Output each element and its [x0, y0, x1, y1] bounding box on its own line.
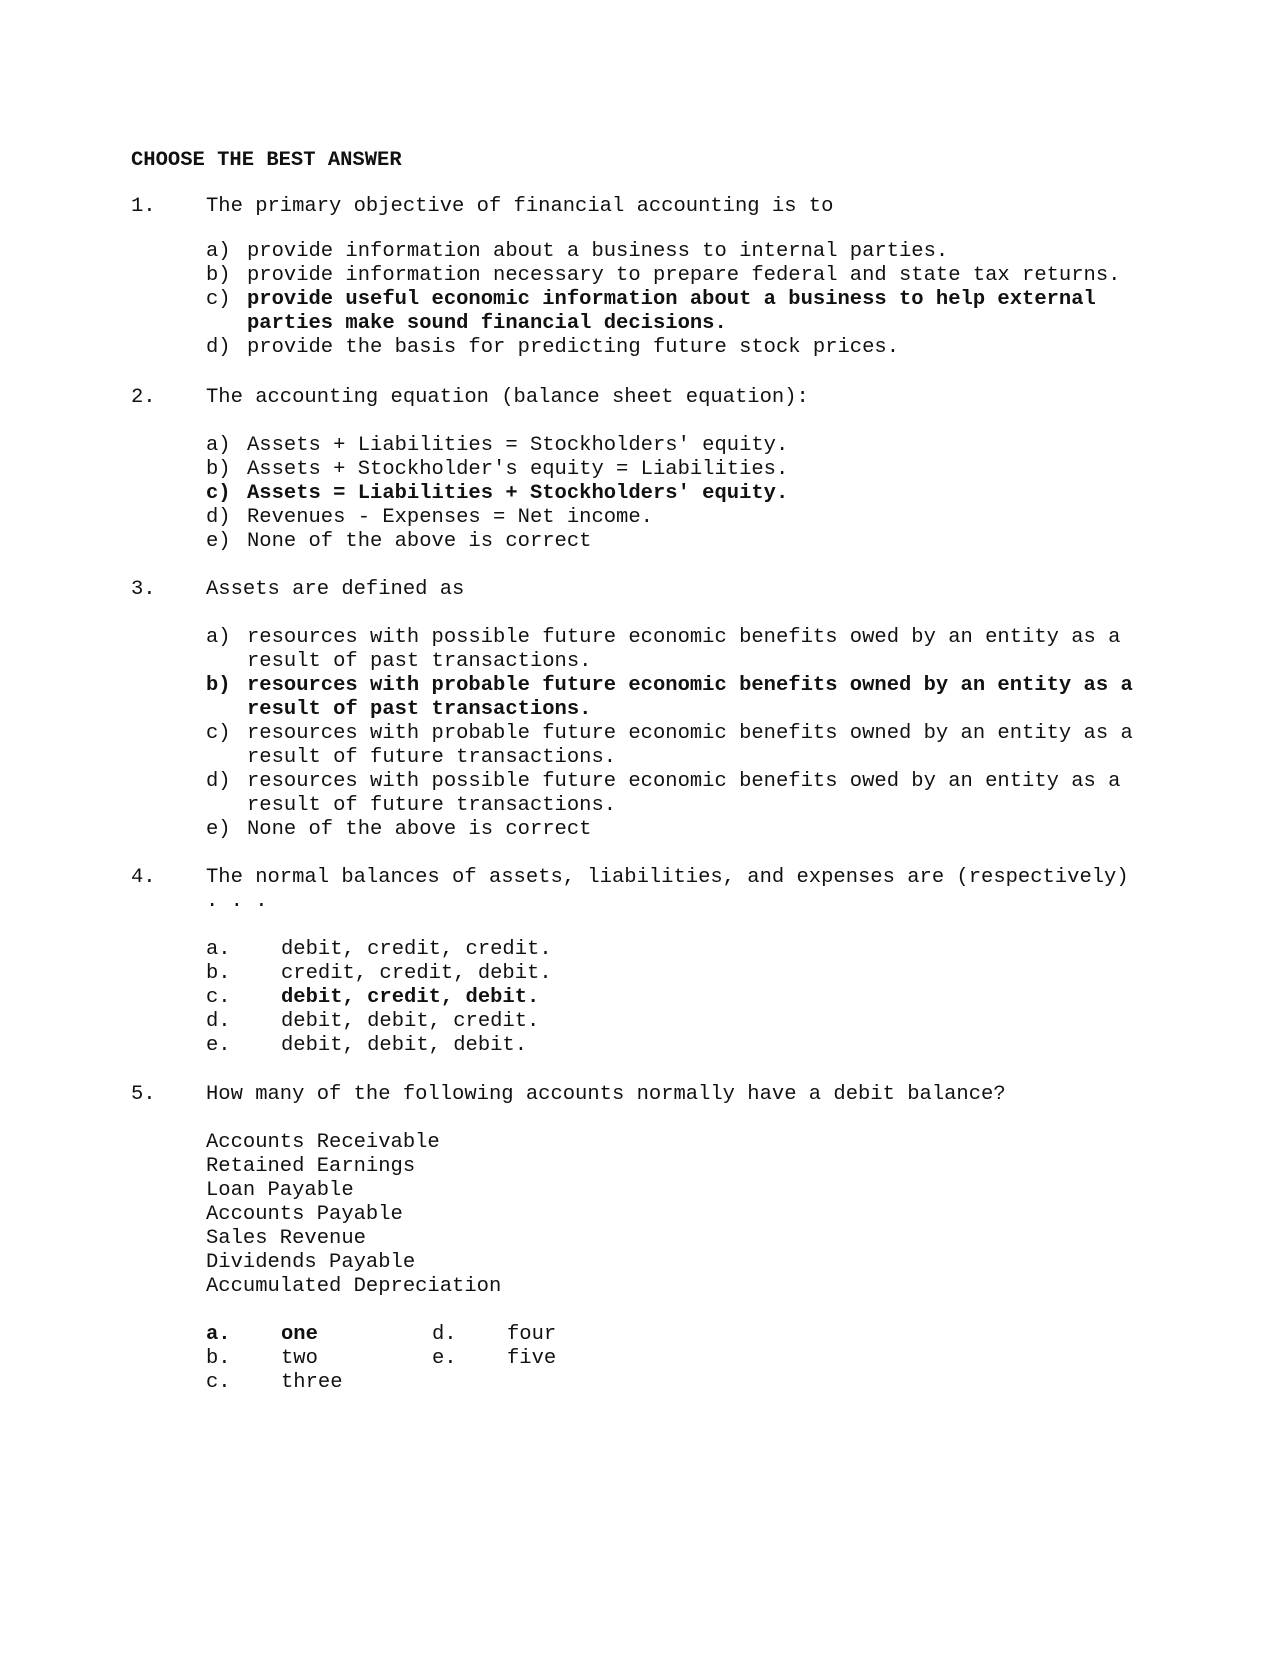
option-letter: d) — [206, 506, 231, 529]
option-text: debit, credit, credit. — [281, 938, 552, 961]
answer-options — [206, 626, 1166, 842]
answer-option-b-correct — [206, 674, 1166, 722]
account-list — [206, 1131, 501, 1299]
answer-option-a — [206, 434, 1166, 458]
option-text: Assets = Liabilities + Stockholders' equity. — [247, 482, 789, 505]
option-letter: c) — [206, 288, 231, 311]
answer-option-d — [206, 506, 1166, 530]
option-letter: e. — [206, 1034, 231, 1057]
question-number: 5. — [131, 1083, 156, 1106]
option-text: credit, credit, debit. — [281, 962, 552, 985]
account-item: Loan Payable — [206, 1179, 354, 1202]
answer-option-c-correct — [206, 288, 1166, 336]
option-text: debit, debit, credit. — [281, 1010, 540, 1033]
option-text-b: two — [281, 1347, 318, 1370]
answer-option-d — [206, 336, 1166, 360]
option-letter: d) — [206, 770, 231, 793]
question-text: How many of the following accounts normally have a debit balance? — [206, 1083, 1006, 1106]
answer-option-d — [206, 1010, 1166, 1034]
question-number: 4. — [131, 866, 156, 889]
option-letter-d: d. — [432, 1323, 457, 1346]
option-letter: e) — [206, 530, 231, 553]
option-text: resources with possible future economic benefits owed by an entity as a result of future transactions. — [247, 770, 1121, 817]
account-item: Retained Earnings — [206, 1155, 416, 1178]
option-text-e: five — [507, 1347, 557, 1370]
option-letter: a) — [206, 434, 231, 457]
option-text: provide useful economic information about a business to help external parties make sound financial decisions. — [247, 288, 1096, 335]
question-text: Assets are defined as — [206, 578, 465, 601]
answer-option-a — [206, 626, 1166, 674]
question-text: The accounting equation (balance sheet equation): — [206, 386, 809, 409]
answer-option-e — [206, 818, 1166, 842]
option-letter-c: c. — [206, 1371, 231, 1394]
option-text: debit, debit, debit. — [281, 1034, 528, 1057]
option-text: None of the above is correct — [247, 530, 592, 553]
account-item: Accounts Receivable — [206, 1131, 440, 1154]
answer-option-d — [206, 770, 1166, 818]
answer-option-b — [206, 264, 1166, 288]
option-letter: c) — [206, 482, 231, 505]
option-letter: a. — [206, 938, 231, 961]
option-text: resources with probable future economic benefits owned by an entity as a result of future transactions. — [247, 722, 1133, 769]
option-text: provide the basis for predicting future stock prices. — [247, 336, 900, 359]
option-letter-b: b. — [206, 1347, 231, 1370]
answer-options — [206, 240, 1166, 360]
option-text: provide information necessary to prepare federal and state tax returns. — [247, 264, 1121, 287]
answer-options — [206, 938, 1166, 1058]
option-letter: c) — [206, 722, 231, 745]
option-letter-e: e. — [432, 1347, 457, 1370]
option-letter: d. — [206, 1010, 231, 1033]
option-letter: a) — [206, 240, 231, 263]
option-text: resources with possible future economic benefits owed by an entity as a result of past transactions. — [247, 626, 1121, 673]
answer-options — [206, 434, 1166, 554]
question-text: The normal balances of assets, liabilities, and expenses are (respectively) — [206, 866, 1129, 889]
option-letter: b) — [206, 264, 231, 287]
question-number: 2. — [131, 386, 156, 409]
question-text: The primary objective of financial accounting is to — [206, 195, 834, 218]
answer-option-a — [206, 938, 1166, 962]
option-text-a-correct: one — [281, 1323, 318, 1346]
answer-option-e — [206, 1034, 1166, 1058]
option-text: debit, credit, debit. — [281, 986, 540, 1009]
question-number: 1. — [131, 195, 156, 218]
answer-option-e — [206, 530, 1166, 554]
option-text-c: three — [281, 1371, 343, 1394]
option-text: None of the above is correct — [247, 818, 592, 841]
answer-option-c — [206, 722, 1166, 770]
option-text: resources with probable future economic benefits owned by an entity as a result of past transactions. — [247, 674, 1133, 721]
answer-option-c-correct — [206, 986, 1166, 1010]
answer-option-b — [206, 458, 1166, 482]
option-letter: b. — [206, 962, 231, 985]
option-text: Revenues - Expenses = Net income. — [247, 506, 653, 529]
option-text: Assets + Stockholder's equity = Liabilities. — [247, 458, 789, 481]
account-item: Accounts Payable — [206, 1203, 403, 1226]
option-text: provide information about a business to internal parties. — [247, 240, 949, 263]
page-title: CHOOSE THE BEST ANSWER — [131, 149, 402, 172]
option-letter: b) — [206, 674, 231, 697]
account-item: Dividends Payable — [206, 1251, 416, 1274]
option-letter: b) — [206, 458, 231, 481]
account-item: Accumulated Depreciation — [206, 1275, 502, 1298]
option-letter-a-correct: a. — [206, 1323, 231, 1346]
account-item: Sales Revenue — [206, 1227, 366, 1250]
answer-option-b — [206, 962, 1166, 986]
question-text-continued: . . . — [206, 890, 268, 913]
answer-option-a — [206, 240, 1166, 264]
option-text-d: four — [507, 1323, 557, 1346]
option-letter: c. — [206, 986, 231, 1009]
question-number: 3. — [131, 578, 156, 601]
option-letter: d) — [206, 336, 231, 359]
answer-option-c-correct — [206, 482, 1166, 506]
option-letter: a) — [206, 626, 231, 649]
option-text: Assets + Liabilities = Stockholders' equity. — [247, 434, 789, 457]
option-letter: e) — [206, 818, 231, 841]
